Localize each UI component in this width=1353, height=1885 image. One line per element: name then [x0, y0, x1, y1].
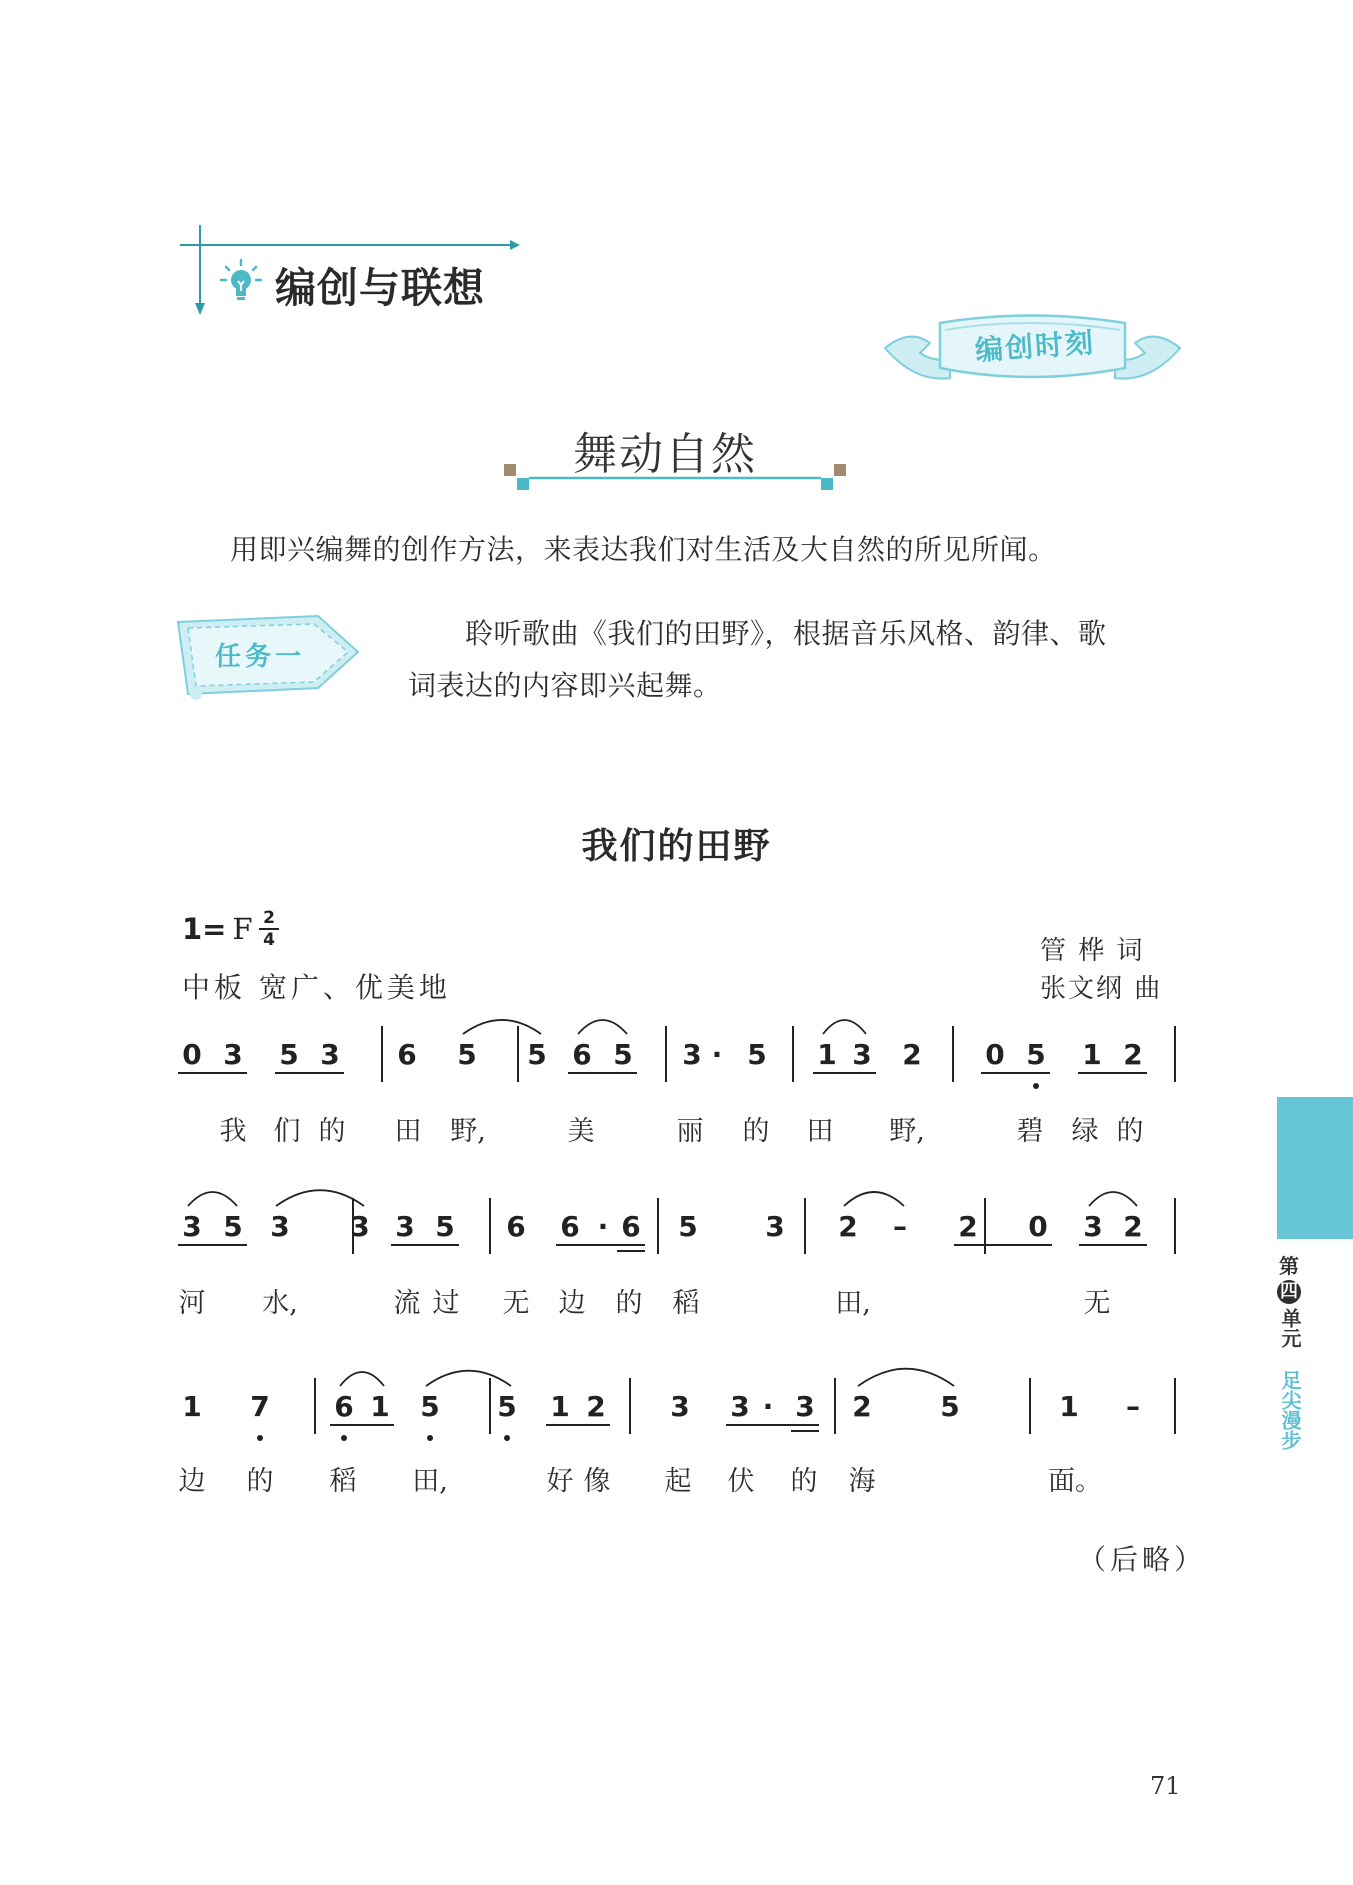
time-signature: 2 4 [257, 908, 281, 950]
note-1-9: 6 [621, 1210, 641, 1243]
note-2-1: 7 [250, 1390, 270, 1423]
key-signature: 1= F [182, 912, 253, 946]
intro-text: 用即兴编舞的创作方法，来表达我们对生活及大自然的所见所闻。 [230, 533, 1057, 566]
note-1-5: 5 [435, 1210, 455, 1243]
lyric-2-7: 伏 [727, 1466, 755, 1497]
lyric-2-10: 面。 [1048, 1466, 1102, 1497]
lyric-1-2: 流 [393, 1288, 421, 1319]
note-1-3: 3 [350, 1210, 370, 1243]
note-2-4: 5 [420, 1390, 440, 1423]
lyric-2-4: 好 [546, 1466, 574, 1497]
task-label: 任务一 [215, 642, 306, 672]
note-2-12: 2 [852, 1390, 872, 1423]
slur [340, 1372, 384, 1386]
octave-dot [427, 1435, 433, 1441]
lyric-1-4: 无 [502, 1288, 530, 1319]
note-2-0: 1 [182, 1390, 202, 1423]
header-title: 编创与联想 [275, 264, 485, 312]
lyric-2-3: 田, [412, 1466, 448, 1497]
note-0-10: · [711, 1038, 723, 1071]
lyric-2-5: 像 [583, 1466, 611, 1497]
note-1-8: · [597, 1210, 609, 1243]
note-0-13: 3 [852, 1038, 872, 1071]
note-2-7: 2 [586, 1390, 606, 1423]
note-0-5: 5 [457, 1038, 477, 1071]
note-1-15: 0 [1028, 1210, 1048, 1243]
lyric-0-2: 的 [318, 1116, 346, 1147]
note-1-7: 6 [560, 1210, 580, 1243]
lyric-0-4: 野, [450, 1116, 486, 1147]
lyric-1-3: 过 [432, 1288, 460, 1319]
note-1-11: 3 [765, 1210, 785, 1243]
task-text-line-2: 词表达的内容即兴起舞。 [408, 669, 722, 702]
note-2-13: 5 [940, 1390, 960, 1423]
note-0-6: 5 [527, 1038, 547, 1071]
lyric-2-0: 边 [178, 1466, 206, 1497]
slur [426, 1371, 511, 1386]
note-0-0: 0 [182, 1038, 202, 1071]
note-1-4: 3 [395, 1210, 415, 1243]
lyric-0-8: 田 [806, 1116, 834, 1147]
lyric-1-7: 稻 [672, 1288, 700, 1319]
slur [188, 1192, 237, 1206]
note-0-2: 5 [279, 1038, 299, 1071]
note-2-11: 3 [795, 1390, 815, 1423]
unit-prefix: 第 [1279, 1254, 1299, 1278]
lyric-2-9: 海 [848, 1466, 876, 1497]
song-title: 我们的田野 [581, 826, 772, 867]
lyric-2-6: 起 [664, 1466, 692, 1497]
slur [823, 1020, 866, 1034]
unit-subtitle: 足尖漫步 [1278, 1370, 1302, 1450]
note-0-9: 3 [682, 1038, 702, 1071]
note-2-3: 1 [370, 1390, 390, 1423]
note-1-16: 3 [1083, 1210, 1103, 1243]
note-0-18: 2 [1123, 1038, 1143, 1071]
note-2-10: · [762, 1390, 774, 1423]
note-0-16: 5 [1026, 1038, 1046, 1071]
note-0-3: 3 [320, 1038, 340, 1071]
note-0-12: 1 [817, 1038, 837, 1071]
unit-label: 单元 [1278, 1308, 1302, 1348]
score-ending-note: （后略） [1078, 1543, 1207, 1576]
composer-credit: 张文纲 曲 [1040, 974, 1163, 1004]
note-1-1: 5 [223, 1210, 243, 1243]
lyric-1-8: 田, [835, 1288, 871, 1319]
lyric-0-5: 美 [567, 1116, 595, 1147]
note-1-10: 5 [678, 1210, 698, 1243]
note-1-0: 3 [182, 1210, 202, 1243]
lyric-0-9: 野, [889, 1116, 925, 1147]
note-0-11: 5 [747, 1038, 767, 1071]
lyric-2-1: 的 [246, 1466, 274, 1497]
lyric-0-10: 碧 [1016, 1116, 1044, 1147]
lyric-2-2: 稻 [329, 1466, 357, 1497]
lyric-0-7: 的 [742, 1116, 770, 1147]
note-0-7: 6 [572, 1038, 592, 1071]
unit-side-tab [1277, 1097, 1353, 1239]
lyric-1-0: 河 [178, 1288, 206, 1319]
unit-number-badge: 四 [1277, 1280, 1301, 1304]
lyric-1-6: 的 [615, 1288, 643, 1319]
octave-dot [1033, 1083, 1039, 1089]
note-1-12: 2 [838, 1210, 858, 1243]
octave-dot [257, 1435, 263, 1441]
slur [858, 1369, 954, 1386]
slur [844, 1192, 904, 1206]
note-1-14: 2 [958, 1210, 978, 1243]
note-2-6: 1 [550, 1390, 570, 1423]
note-1-2: 3 [270, 1210, 290, 1243]
lyric-0-0: 我 [219, 1116, 247, 1147]
slur [463, 1020, 541, 1034]
note-1-13: – [893, 1210, 907, 1243]
task-text-line-1: 聆听歌曲《我们的田野》，根据音乐风格、韵律、歌 [465, 617, 1107, 650]
slur [276, 1190, 364, 1206]
page-number: 71 [1150, 1772, 1181, 1800]
note-0-15: 0 [985, 1038, 1005, 1071]
lyric-1-1: 水, [262, 1288, 298, 1319]
note-0-17: 1 [1082, 1038, 1102, 1071]
lyric-2-8: 的 [790, 1466, 818, 1497]
ribbon-label: 编创时刻 [974, 325, 1097, 368]
note-0-1: 3 [223, 1038, 243, 1071]
lyric-1-9: 无 [1083, 1288, 1111, 1319]
octave-dot [504, 1435, 510, 1441]
slur [578, 1020, 627, 1034]
lyric-1-5: 边 [558, 1288, 586, 1319]
note-2-9: 3 [730, 1390, 750, 1423]
tempo-marking: 中板 宽广、优美地 [182, 971, 451, 1004]
note-1-17: 2 [1123, 1210, 1143, 1243]
note-2-2: 6 [334, 1390, 354, 1423]
note-2-8: 3 [670, 1390, 690, 1423]
note-0-4: 6 [397, 1038, 417, 1071]
section-title: 舞动自然 [573, 429, 757, 480]
lyric-0-11: 绿 [1071, 1116, 1099, 1147]
lyric-0-1: 们 [273, 1116, 301, 1147]
note-2-5: 5 [497, 1390, 517, 1423]
note-0-14: 2 [902, 1038, 922, 1071]
octave-dot [341, 1435, 347, 1441]
lyric-0-3: 田 [394, 1116, 422, 1147]
lyric-0-6: 丽 [676, 1116, 704, 1147]
note-2-15: – [1126, 1390, 1140, 1423]
slur [1089, 1192, 1137, 1206]
note-2-14: 1 [1059, 1390, 1079, 1423]
lyric-0-12: 的 [1116, 1116, 1144, 1147]
note-1-6: 6 [506, 1210, 526, 1243]
lyricist-credit: 管 桦 词 [1040, 936, 1145, 966]
note-0-8: 5 [613, 1038, 633, 1071]
